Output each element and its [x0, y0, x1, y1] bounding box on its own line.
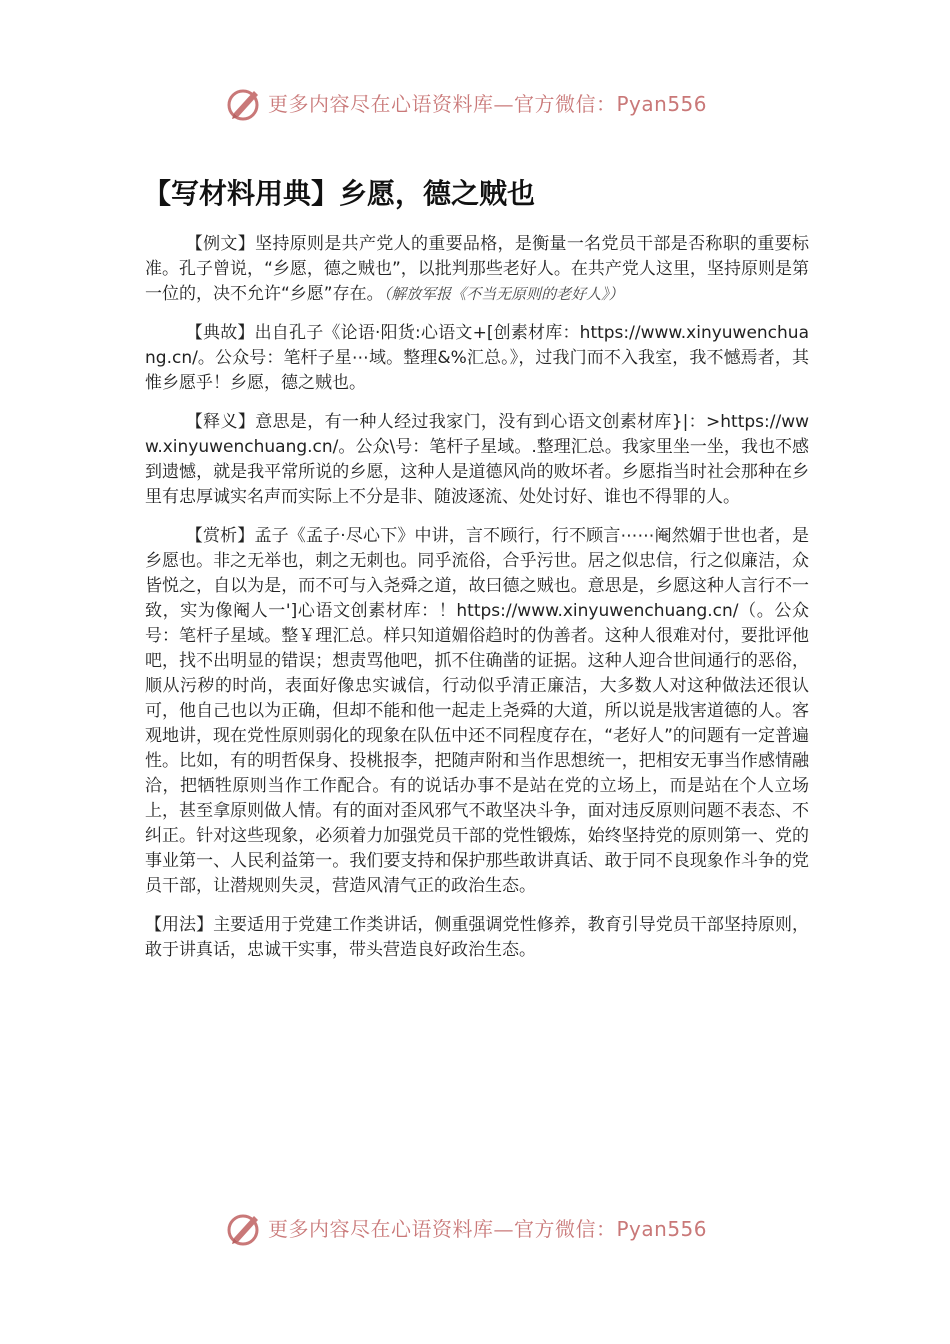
paragraph-interpretation: 【释义】意思是，有一种人经过我家门，没有到心语文创素材库}|：>https://www.xinyuwenchuang.cn/。公众\号：笔杆子星域。.整理汇总。我家里坐一坐，我也不感到遗憾，就是我平常所说的乡愿，这种人是道德风尚的败坏者。乡愿指当时社会那种在乡里有忠厚诚实名声而实际上不分是非、随波逐流、处处讨好、谁也不得罪的人。	[145, 412, 809, 507]
footer-banner	[0, 1208, 950, 1252]
page-title: 【写材料用典】乡愿，德之贼也	[143, 177, 536, 210]
banner-caption	[268, 89, 707, 119]
paragraph-appreciation: 【赏析】孟子《孟子·尽心下》中讲，言不顾行，行不顾言⋯⋯阉然媚于世也者，是乡愿也。非之无举也，刺之无刺也。同乎流俗，合乎污世。居之似忠信，行之似廉洁，众皆悦之，自以为是，而不可与入尧舜之道，故曰德之贼也。意思是，乡愿这种人言行不一致，实为像阉人一']心语文创素材库：！https://www.xinyuwenchuang.cn/（。公众号：笔杆子星域。整￥理汇总。样只知道媚俗趋时的伪善者。这种人很难对付，要批评他吧，找不出明显的错误；想责骂他吧，抓不住确凿的证据。这种人迎合世间通行的恶俗，顺从污秽的时尚，表面好像忠实诚信，行动似乎清正廉洁，大多数人对这种做法还很认可，他自己也以为正确，但却不能和他一起走上尧舜的大道，所以说是戕害道德的人。客观地讲，现在党性原则弱化的现象在队伍中还不同程度存在，“老好人”的问题有一定普遍性。比如，有的明哲保身、投桃报李，把随声附和当作思想统一，把相安无事当作感情融洽，把牺牲原则当作工作配合。有的说话办事不是站在党的立场上，而是站在个人立场上，甚至拿原则做人情。有的面对歪风邪气不敢坚决斗争，面对违反原则问题不表态、不纠正。针对这些现象，必须着力加强党员干部的党性锻炼，始终坚持党的原则第一、党的事业第一、人民利益第一。我们要支持和保护那些敢讲真话、敢于同不良现象作斗争的党员干部，让潜规则失灵，营造风清气正的政治生态。	[145, 526, 809, 896]
banner-text-main: 更多内容尽在心语资料库—官方微信：	[268, 92, 617, 116]
banner-text-main: 更多内容尽在心语资料库—官方微信：	[268, 1217, 617, 1241]
pen-logo-icon	[224, 1208, 266, 1250]
pen-logo-icon	[224, 83, 266, 125]
banner-wechat-id: Pyan556	[616, 92, 708, 116]
banner-wechat-id: Pyan556	[616, 1217, 708, 1241]
paragraph-example-text: 【例文】坚持原则是共产党人的重要品格，是衡量一名党员干部是否称职的重要标准。孔子曾说，“乡愿，德之贼也”，以批判那些老好人。在共产党人这里，坚持原则是第一位的，决不允许“乡愿”存在。	[145, 234, 809, 304]
paragraph-example-source: （解放军报《不当无原则的老好人》）	[383, 285, 624, 303]
article-body	[145, 232, 809, 977]
header-banner	[0, 83, 950, 127]
banner-caption	[268, 1214, 707, 1244]
paragraph-example	[145, 232, 809, 307]
paragraph-allusion: 【典故】出自孔子《论语·阳货:心语文+[创素材库：https://www.xinyuwenchuang.cn/。公众号：笔杆子星⋯域。整理&%汇总。》，过我门而不入我室，我不憾焉者，其惟乡愿乎！乡愿，德之贼也。	[145, 323, 809, 393]
paragraph-usage: 【用法】主要适用于党建工作类讲话，侧重强调党性修养，教育引导党员干部坚持原则，敢于讲真话，忠诚干实事，带头营造良好政治生态。	[145, 915, 809, 960]
